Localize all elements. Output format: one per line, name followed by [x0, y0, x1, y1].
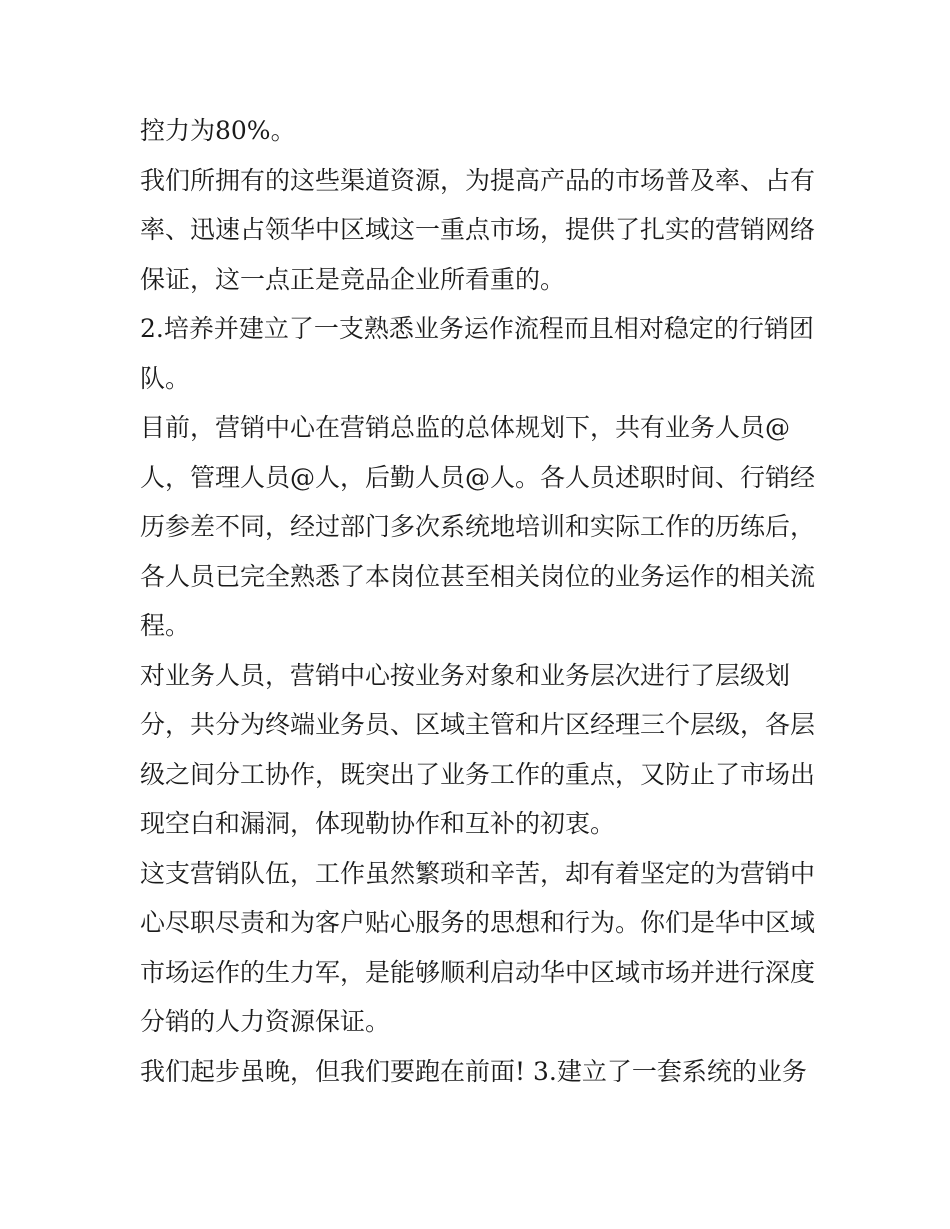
- paragraph-1: 控力为80%。: [140, 116, 296, 145]
- paragraph-7: 我们起步虽晚，但我们要跑在前面! 3.建立了一套系统的业务: [140, 1056, 807, 1086]
- paragraph-3: 2.培养并建立了一支熟悉业务运作流程而且相对稳定的行销团 队。: [140, 314, 814, 393]
- paragraph-4: 目前，营销中心在营销总监的总体规划下，共有业务人员@ 人，管理人员@人，后勤人员@人。各人员述职时间、行销经 历参差不同，经过部门多次系统地培训和实际工作的历练后， 各人员已完全熟悉了本岗位甚至相关岗位的业务运作的相关流 程。: [140, 413, 816, 640]
- document-body: [140, 106, 820, 1096]
- paragraph-2: 我们所拥有的这些渠道资源，为提高产品的市场普及率、占有 率、迅速占领华中区域这一重点市场，提供了扎实的营销网络 保证，这一点正是竞品企业所看重的。: [140, 165, 816, 294]
- paragraph-6: 这支营销队伍，工作虽然繁琐和辛苦，却有着坚定的为营销中 心尽职尽责和为客户贴心服务的思想和行为。你们是华中区域 市场运作的生力军，是能够顺利启动华中区域市场并进行深度 分销的人力资源保证。: [140, 858, 816, 1036]
- paragraph-5: 对业务人员，营销中心按业务对象和业务层次进行了层级划 分，共分为终端业务员、区域主管和片区经理三个层级，各层 级之间分工协作，既突出了业务工作的重点，又防止了市场出 现空白和漏洞，体现勒协作和互补的初衷。: [140, 660, 816, 838]
